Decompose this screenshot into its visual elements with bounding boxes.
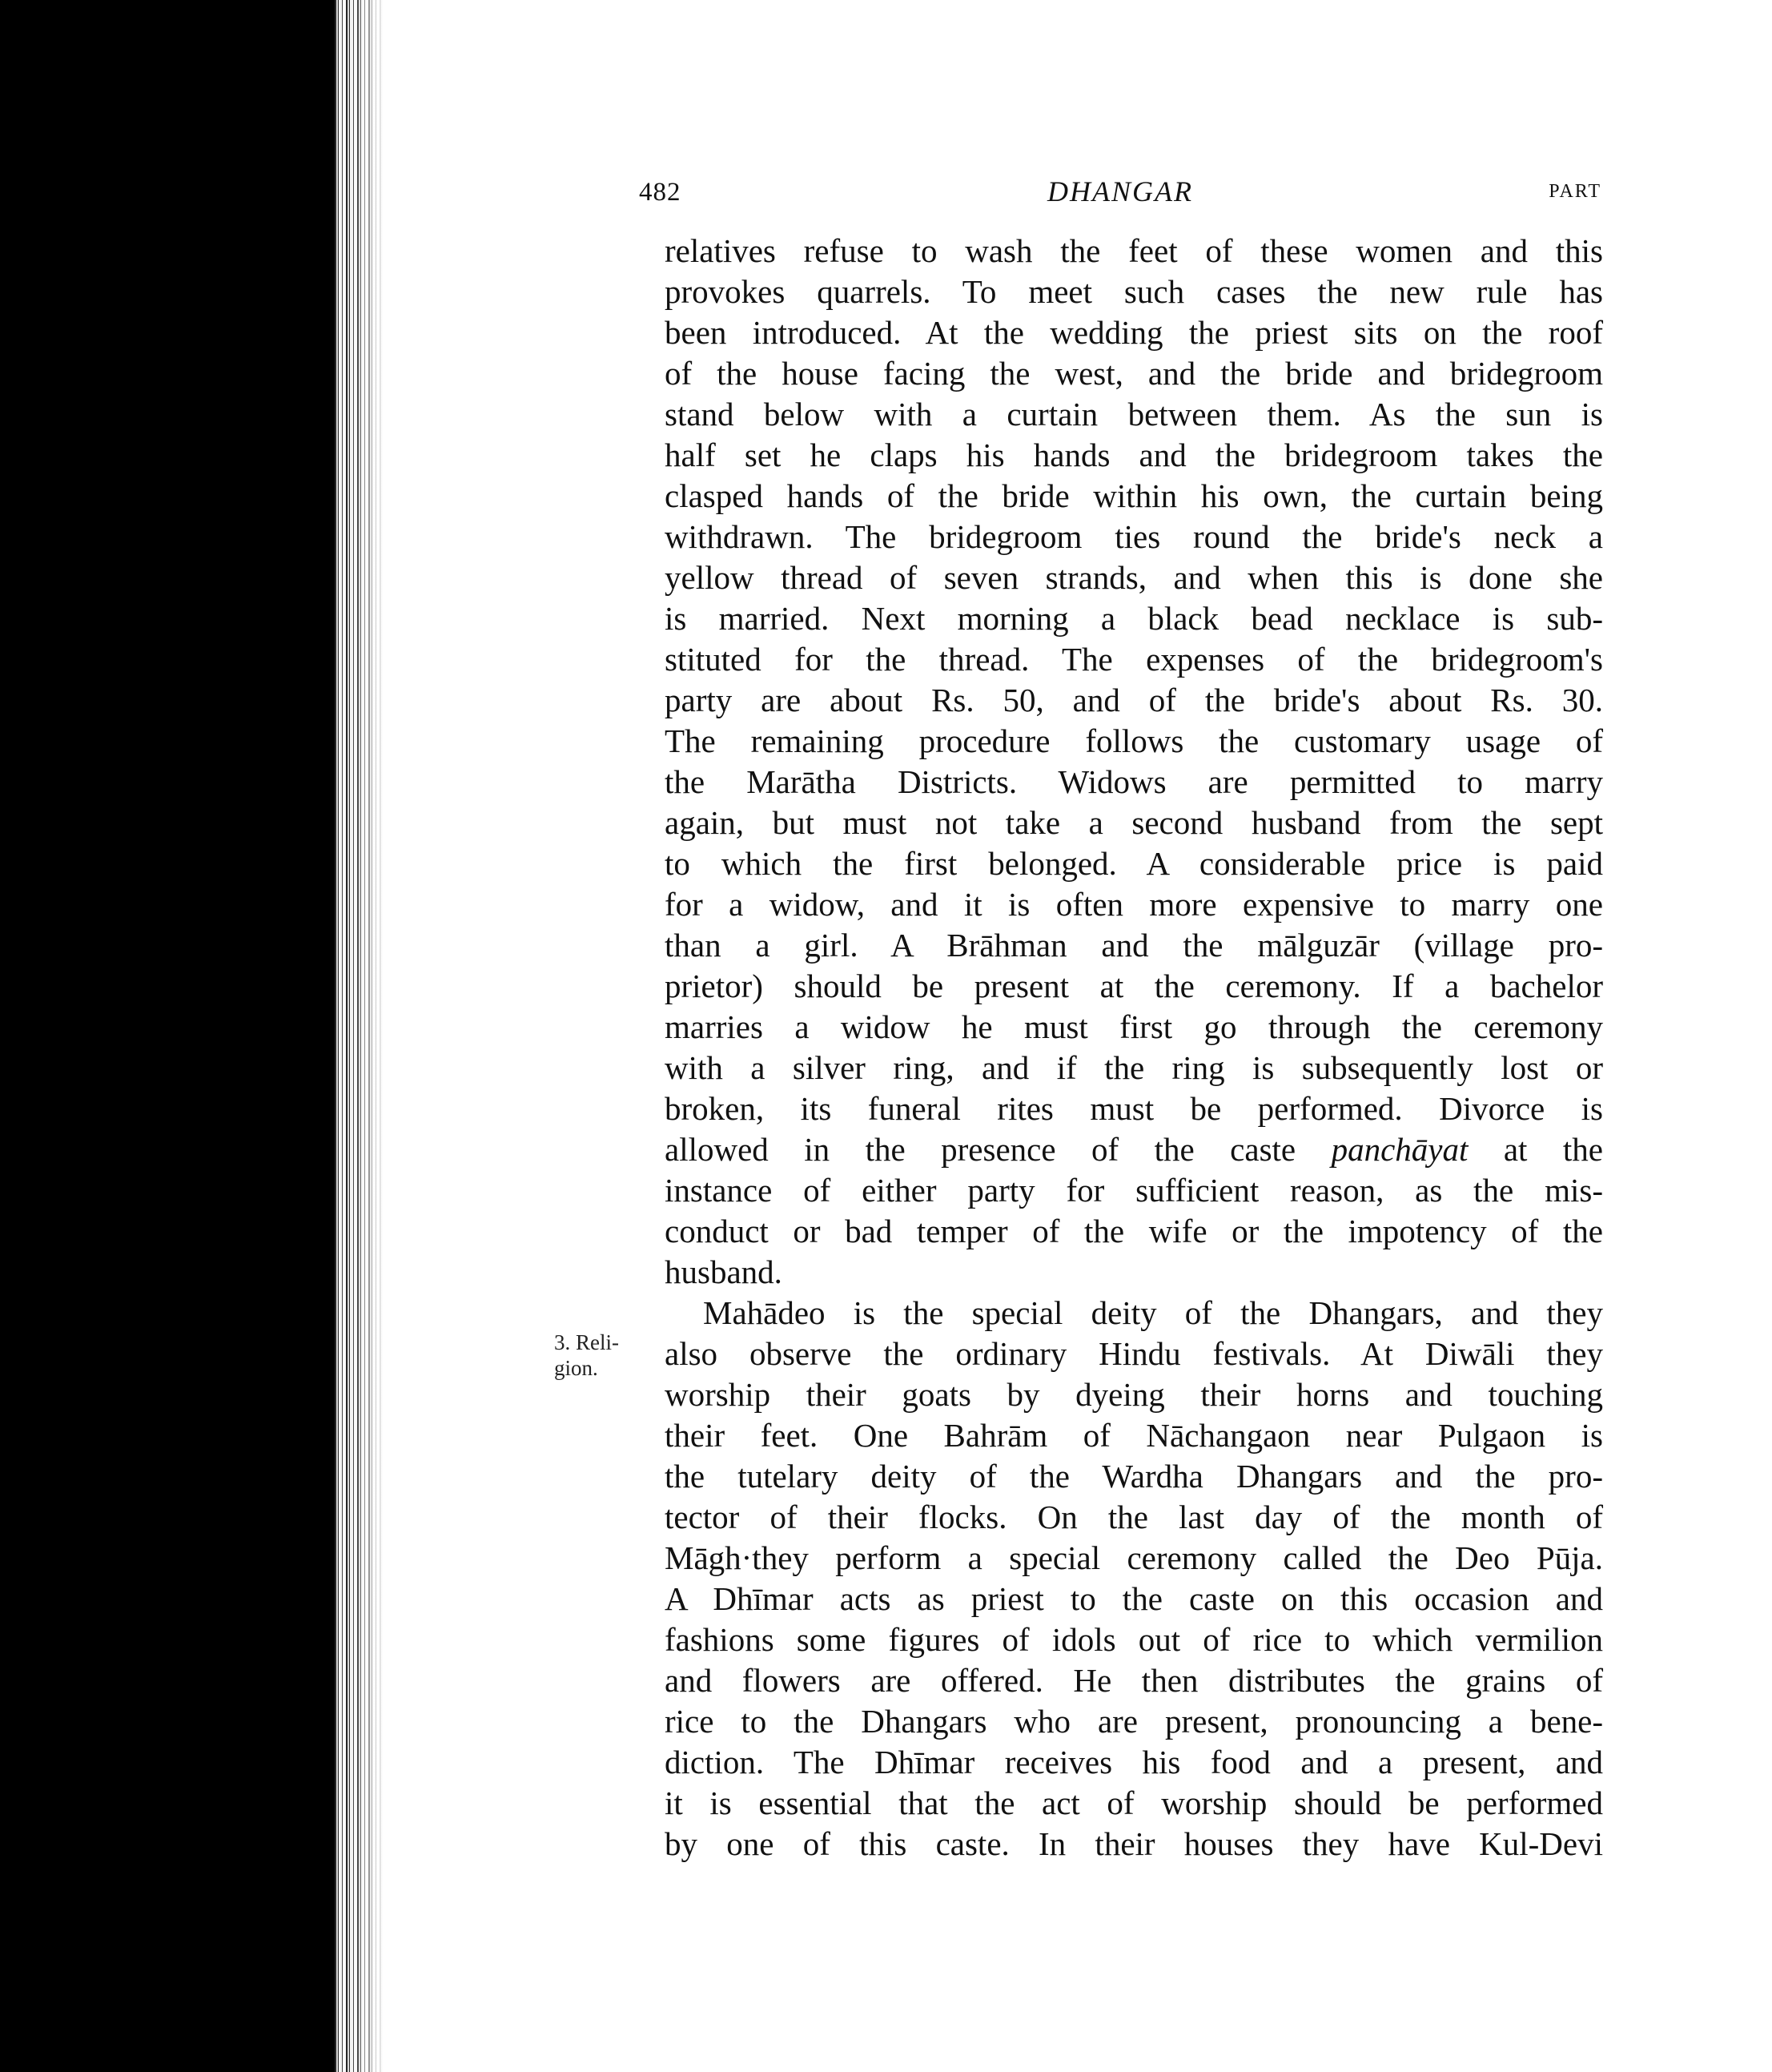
margin-note-line: gion. [554,1356,598,1380]
text-line: their feet. One Bahrām of Nāchangaon near Pulgaon is [665,1417,1603,1454]
text-line: again, but must not take a second husband from the sept [665,804,1603,841]
text-run: allowed in the presence of the caste [665,1131,1332,1168]
text-line: it is essential that the act of worship should be performed [665,1784,1603,1821]
text-line: half set he claps his hands and the bridegroom takes the [665,437,1603,473]
text-line: Mahādeo is the special deity of the Dhangars, and they [703,1294,1603,1331]
text-line: also observe the ordinary Hindu festivals. At Diwāli they [665,1335,1603,1372]
text-line: clasped hands of the bride within his own, the curtain being [665,477,1603,514]
text-line: for a widow, and it is often more expensive to marry one [665,886,1603,923]
text-line: yellow thread of seven strands, and when this is done she [665,559,1603,596]
text-line: Māgh·they perform a special ceremony called the Deo Pūja. [665,1539,1603,1576]
text-line: relatives refuse to wash the feet of these women and this [665,232,1603,269]
text-line: and flowers are offered. He then distributes the grains of [665,1662,1603,1699]
italic-term-panchayat: panchāyat [1331,1131,1469,1168]
text-line: party are about Rs. 50, and of the bride's about Rs. 30. [665,682,1603,718]
text-line: is married. Next morning a black bead necklace is sub- [665,600,1603,637]
text-line: prietor) should be present at the ceremony. If a bachelor [665,968,1603,1004]
text-line: rice to the Dhangars who are present, pronouncing a bene- [665,1703,1603,1740]
text-line: withdrawn. The bridegroom ties round the bride's neck a [665,518,1603,555]
text-line: than a girl. A Brāhman and the mālguzār (village pro- [665,927,1603,964]
book-spine-shadow [0,0,335,2072]
text-line: conduct or bad temper of the wife or the impotency of the [665,1213,1603,1249]
text-line: provokes quarrels. To meet such cases the new rule has [665,273,1603,310]
text-line: instance of either party for sufficient reason, as the mis- [665,1172,1603,1209]
text-line-panchayat [665,1129,1603,1170]
running-header [639,175,1601,210]
text-line: stituted for the thread. The expenses of the bridegroom's [665,641,1603,678]
text-run: at the [1468,1131,1603,1168]
page-number: 482 [639,178,681,207]
text-line: marries a widow he must first go through the ceremony [665,1008,1603,1045]
page-gutter-fade [352,0,383,2072]
page-body [665,231,1603,1865]
text-line: the tutelary deity of the Wardha Dhangars and the pro- [665,1458,1603,1495]
text-line: to which the first belonged. A considerable price is paid [665,845,1603,882]
margin-note-line: 3. Reli- [554,1330,619,1354]
text-line: fashions some figures of idols out of rice to which vermilion [665,1621,1603,1658]
text-line: diction. The Dhīmar receives his food and a present, and [665,1744,1603,1780]
text-line: The remaining procedure follows the customary usage of [665,722,1603,759]
text-line: with a silver ring, and if the ring is subsequently lost or [665,1049,1603,1086]
text-line: husband. [665,1253,782,1290]
text-line: of the house facing the west, and the bride and bridegroom [665,355,1603,392]
text-line: by one of this caste. In their houses they have Kul-Devi [665,1825,1603,1862]
text-line: been introduced. At the wedding the priest sits on the roof [665,314,1603,351]
text-line: the Marātha Districts. Widows are permitted to marry [665,763,1603,800]
running-title: DHANGAR [1047,175,1193,207]
margin-note-religion [554,1330,650,1381]
text-line: worship their goats by dyeing their horns and touching [665,1376,1603,1413]
part-label: PART [1549,181,1601,202]
text-line: A Dhīmar acts as priest to the caste on this occasion and [665,1580,1603,1617]
text-line: stand below with a curtain between them. As the sun is [665,396,1603,433]
text-line: tector of their flocks. On the last day of the month of [665,1499,1603,1535]
text-line: broken, its funeral rites must be performed. Divorce is [665,1090,1603,1127]
